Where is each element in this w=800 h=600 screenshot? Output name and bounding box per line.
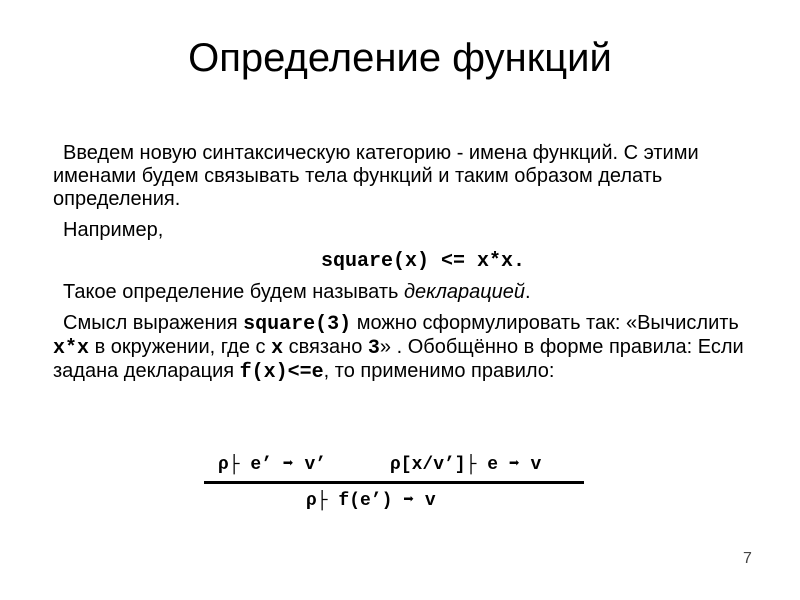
page-number: 7 bbox=[743, 550, 752, 567]
code-declaration: square(x) <= x*x. bbox=[320, 250, 526, 273]
text-segment: » . Обобщённо в форме правила: Если задана декларация bbox=[53, 336, 744, 382]
slide-title: Определение функций bbox=[188, 36, 612, 80]
code-inline: 3 bbox=[367, 337, 380, 360]
text-segment: . bbox=[525, 281, 531, 303]
paragraph-example: Например, bbox=[63, 219, 164, 241]
rule-premise-1: ρ├ e’ ➡ v’ bbox=[218, 455, 327, 475]
paragraph-meaning bbox=[53, 312, 773, 384]
code-inline: x bbox=[271, 337, 284, 360]
text-segment: связано bbox=[283, 336, 368, 358]
text-segment: можно сформулировать так: «Вычислить bbox=[351, 312, 739, 334]
paragraph-declaration bbox=[53, 281, 773, 304]
rule-conclusion: ρ├ f(e’) ➡ v bbox=[306, 491, 436, 511]
text-segment: в окружении, где с bbox=[89, 336, 272, 358]
code-inline: x*x bbox=[53, 337, 90, 360]
code-inline: f(x)<=e bbox=[239, 361, 324, 384]
rule-divider bbox=[204, 481, 584, 484]
text-segment: Смысл выражения bbox=[63, 312, 244, 334]
rule-premise-2: ρ[x/v’]├ e ➡ v bbox=[390, 455, 542, 475]
text-segment: Такое определение будем называть bbox=[63, 281, 404, 303]
code-inline: square(3) bbox=[243, 313, 352, 336]
inference-rule bbox=[204, 447, 584, 517]
slide-body bbox=[53, 142, 773, 384]
paragraph-intro: Введем новую синтаксическую категорию - имена функций. С этими именами будем связывать тела функций и таким образом делать определения. bbox=[53, 142, 699, 210]
emphasis-term: декларацией bbox=[403, 281, 526, 303]
text-segment: , то применимо правило: bbox=[323, 360, 555, 382]
